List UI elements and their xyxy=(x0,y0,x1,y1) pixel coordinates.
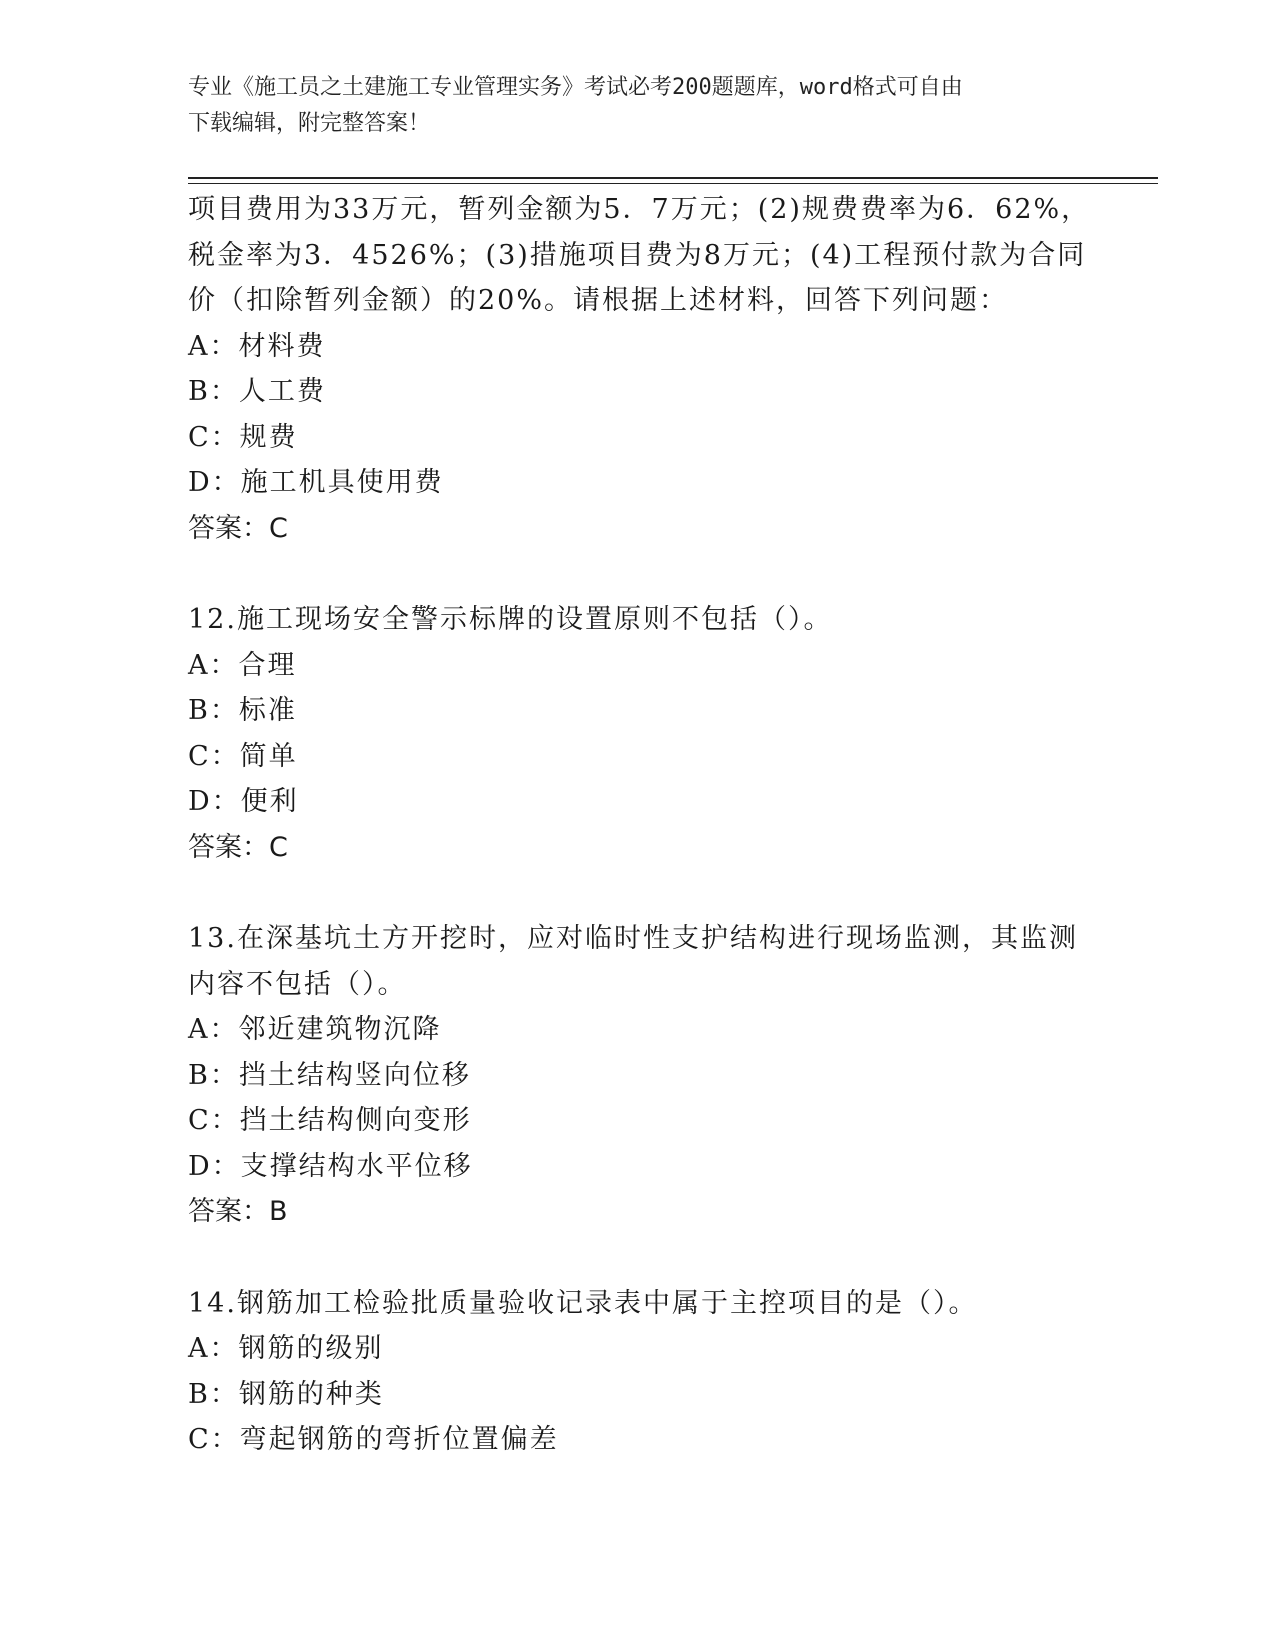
header-divider-thick xyxy=(188,177,1158,179)
option-a: A：钢筋的级别 xyxy=(188,1333,384,1364)
question-text-line: 项目费用为33万元，暂列金额为5．7万元；(2)规费费率为6．62%， xyxy=(188,194,1091,225)
option-d: D：便利 xyxy=(188,786,299,817)
document-header xyxy=(188,70,1088,142)
question-11-continuation xyxy=(188,187,1091,551)
header-line-2: 下载编辑，附完整答案！ xyxy=(188,111,431,136)
question-13 xyxy=(188,916,1088,1235)
question-stem: 14.钢筋加工检验批质量验收记录表中属于主控项目的是（）。 xyxy=(188,1287,978,1319)
question-stem: 13.在深基坑土方开挖时，应对临时性支护结构进行现场监测，其监测 xyxy=(188,923,1078,954)
question-stem: 12.施工现场安全警示标牌的设置原则不包括（）。 xyxy=(188,604,833,635)
answer-line: 答案：C xyxy=(188,512,288,544)
option-d: D：施工机具使用费 xyxy=(188,467,444,498)
option-c: C：挡土结构侧向变形 xyxy=(188,1105,472,1136)
header-line-1: 专业《施工员之土建施工专业管理实务》考试必考200题题库，word格式可自由 xyxy=(188,75,963,100)
option-b: B：挡土结构竖向位移 xyxy=(188,1059,471,1091)
answer-line: 答案：B xyxy=(188,1196,288,1227)
option-b: B：钢筋的种类 xyxy=(188,1378,384,1410)
option-c: C：简单 xyxy=(188,740,298,772)
question-text-line: 税金率为3．4526%；(3)措施项目费为8万元；(4)工程预付款为合同 xyxy=(188,239,1087,271)
option-a: A：邻近建筑物沉降 xyxy=(188,1014,442,1045)
question-12 xyxy=(188,597,1088,870)
option-c: C：弯起钢筋的弯折位置偏差 xyxy=(188,1424,559,1455)
question-stem-continued: 内容不包括（）。 xyxy=(188,968,407,1000)
question-content xyxy=(188,187,1091,1463)
question-text-line: 价（扣除暂列金额）的20%。请根据上述材料，回答下列问题： xyxy=(188,285,1009,316)
header-divider-thin xyxy=(188,183,1158,184)
question-14 xyxy=(188,1281,1088,1463)
option-a: A：合理 xyxy=(188,649,297,681)
option-b: B：人工费 xyxy=(188,376,326,407)
answer-line: 答案：C xyxy=(188,831,288,863)
option-c: C：规费 xyxy=(188,421,298,453)
option-d: D：支撑结构水平位移 xyxy=(188,1150,473,1182)
option-b: B：标准 xyxy=(188,695,297,726)
option-a: A：材料费 xyxy=(188,330,326,362)
